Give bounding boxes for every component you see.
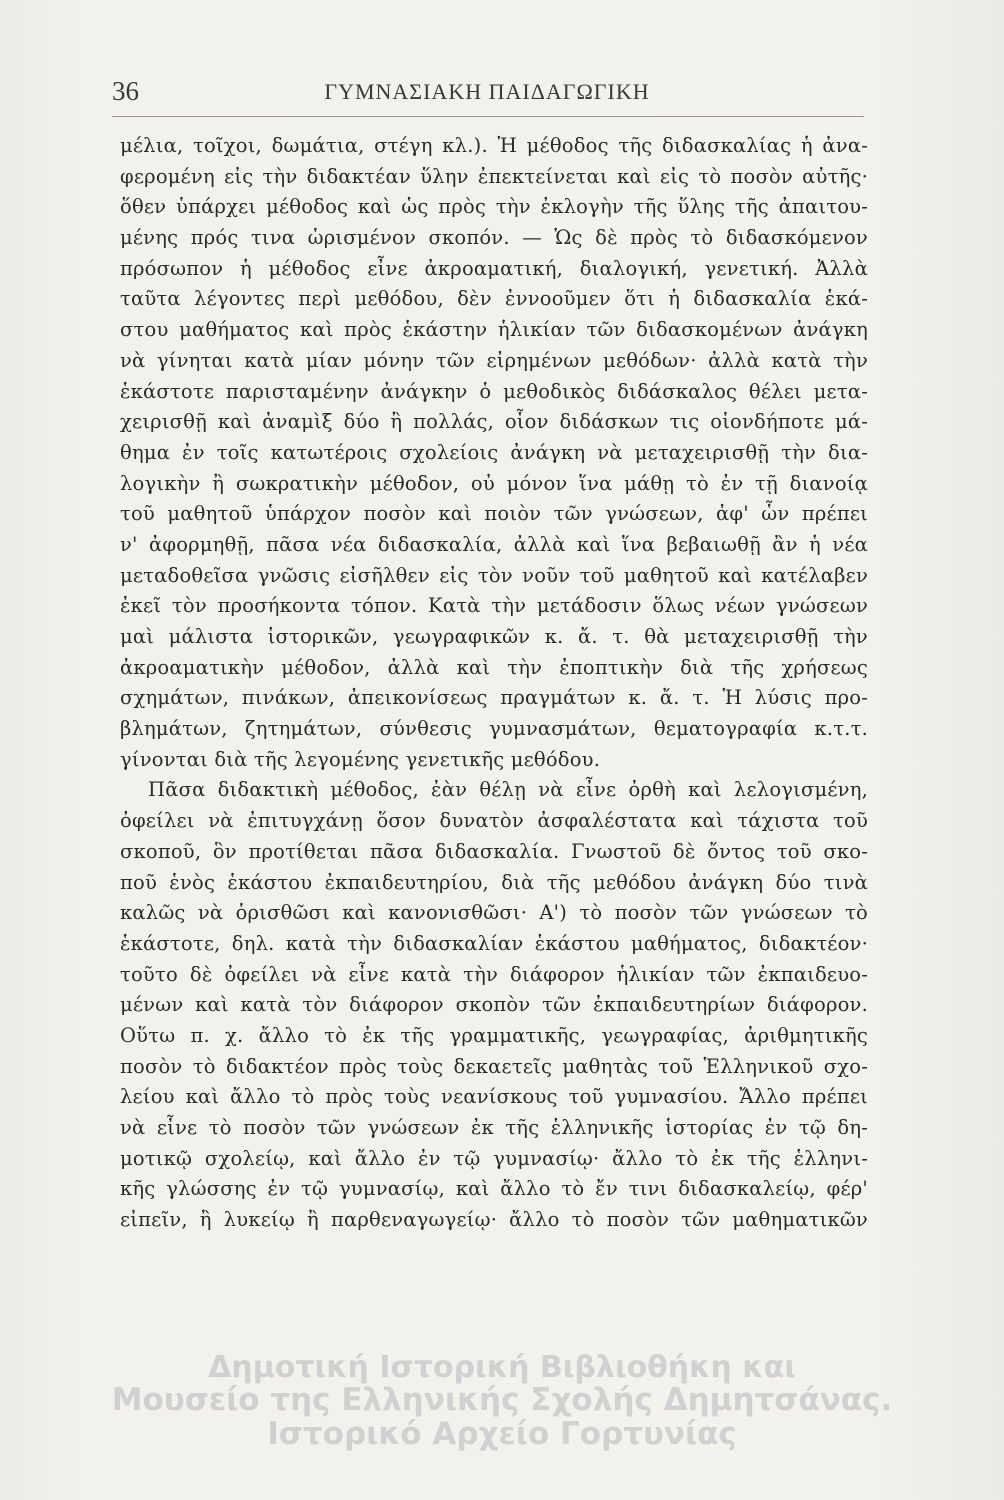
text-line: πρόσωπον ἡ μέθοδος εἶνε ἀκροαματική, διαλογική, γενετική. Ἀλλὰ [120, 256, 868, 280]
text-line: ὅθεν ὑπάρχει μέθοδος καὶ ὡς πρὸς τὴν ἐκλογὴν τῆς ὕλης τῆς ἀπαιτου- [120, 195, 868, 219]
text-line: μέλια, τοῖχοι, δωμάτια, στέγη κλ.). Ἡ μέθοδος τῆς διδασκαλίας ἡ ἀνα- [120, 134, 868, 157]
text-line: χειρισθῇ καὶ ἀναμὶξ δύο ἢ πολλάς, οἷον διδάσκων τις οἱονδήποτε μά- [120, 410, 868, 434]
page-header [112, 76, 862, 116]
text-line: βλημάτων, ζητημάτων, σύνθεσις γυμνασμάτων, θεματογραφία κ.τ.τ. [120, 717, 868, 741]
text-line: θημα ἐν τοῖς κατωτέροις σχολείοις ἀνάγκη νὰ μεταχειρισθῇ τὴν δια- [120, 440, 868, 464]
text-line: ἐκεῖ τὸν προσήκοντα τόπον. Κατὰ τὴν μετάδοσιν ὅλως νέων γνώσεων [120, 594, 868, 618]
text-line: τοῦτο δὲ ὀφείλει νὰ εἶνε κατὰ τὴν διάφορον ἡλικίαν τῶν ἐκπαιδευο- [120, 962, 868, 986]
text-line: εἰπεῖν, ἢ λυκείῳ ἢ παρθεναγωγείῳ· ἄλλο τὸ ποσὸν τῶν μαθηματικῶν [120, 1208, 868, 1232]
watermark-line-1: Δημοτική Ιστορική Βιβλιοθήκη και [208, 1350, 796, 1385]
text-line: καλῶς νὰ ὁρισθῶσι καὶ κανονισθῶσι· Α') τὸ ποσὸν τῶν γνώσεων τὸ [120, 901, 868, 925]
text-line: νὰ γίνηται κατὰ μίαν μόνην τῶν εἰρημένων μεθόδων· ἀλλὰ κατὰ τὴν [120, 348, 868, 372]
text-line: ἀκροαματικὴν μέθοδον, ἀλλὰ καὶ τὴν ἐποπτικὴν διὰ τῆς χρήσεως [120, 655, 868, 679]
running-title: ΓΥΜΝΑΣΙΑΚΗ ΠΑΙΔΑΓΩΓΙΚΗ [324, 79, 650, 104]
page-number: 36 [112, 76, 139, 106]
text-line: νὰ εἶνε τὸ ποσὸν τῶν γνώσεων ἐκ τῆς ἑλληνικῆς ἱστορίας ἐν τῷ δη- [120, 1116, 868, 1139]
text-line: λείου καὶ ἄλλο τὸ πρὸς τοὺς νεανίσκους τοῦ γυμνασίου. Ἄλλο πρέπει [120, 1085, 868, 1109]
body-text [120, 131, 868, 1236]
text-line: φερομένη εἰς τὴν διδακτέαν ὕλην ἐπεκτείνεται καὶ εἰς τὸ ποσὸν αὐτῆς· [120, 164, 868, 188]
text-line: λογικὴν ἢ σωκρατικὴν μέθοδον, οὐ μόνον ἵνα μάθῃ τὸ ἐν τῇ διανοίᾳ [120, 471, 868, 495]
watermark-line-2: Μουσείο της Ελληνικής Σχολής Δημητσάνας. [111, 1382, 893, 1418]
watermark-line-3: Ιστορικό Αρχείο Γορτυνίας [267, 1416, 737, 1452]
text-line: στου μαθήματος καὶ πρὸς ἑκάστην ἡλικίαν τῶν διδασκομένων ἀνάγκη [120, 318, 868, 342]
header-rule [112, 116, 864, 117]
text-line: μαὶ μάλιστα ἱστορικῶν, γεωγραφικῶν κ. ἄ. τ. θὰ μεταχειρισθῇ τὴν [120, 625, 868, 648]
text-line: σχημάτων, πινάκων, ἀπεικονίσεως πραγμάτων κ. ἄ. τ. Ἡ λύσις προ- [120, 686, 868, 710]
text-line: ποῦ ἑνὸς ἑκάστου ἐκπαιδευτηρίου, διὰ τῆς μεθόδου ἀνάγκη δύο τινὰ [120, 870, 868, 894]
paragraph-start-line: Πᾶσα διδακτικὴ μέθοδος, ἐὰν θέλῃ νὰ εἶνε ὀρθὴ καὶ λελογισμένη, [148, 778, 868, 802]
text-line: ἑκάστοτε παρισταμένην ἀνάγκην ὁ μεθοδικὸς διδάσκαλος θέλει μετα- [120, 379, 868, 403]
text-line: ἑκάστοτε, δηλ. κατὰ τὴν διδασκαλίαν ἑκάστου μαθήματος, διδακτέον· [120, 931, 868, 955]
text-line: σκοποῦ, ὃν προτίθεται πᾶσα διδασκαλία. Γνωστοῦ δὲ ὄντος τοῦ σκο- [120, 839, 868, 863]
text-line: ν' ἀφορμηθῇ, πᾶσα νέα διδασκαλία, ἀλλὰ καὶ ἵνα βεβαιωθῇ ἂν ἡ νέα [120, 532, 868, 556]
text-line: μένης πρός τινα ὡρισμένον σκοπόν. — Ὡς δὲ πρὸς τὸ διδασκόμενον [120, 226, 868, 250]
paragraph-end-line: γίνονται διὰ τῆς λεγομένης γενετικῆς μεθόδου. [120, 747, 601, 771]
text-line: μεταδοθεῖσα γνῶσις εἰσῆλθεν εἰς τὸν νοῦν τοῦ μαθητοῦ καὶ κατέλαβεν [120, 563, 868, 587]
text-line: ποσὸν τὸ διδακτέον πρὸς τοὺς δεκαετεῖς μαθητὰς τοῦ Ἑλληνικοῦ σχο- [120, 1054, 868, 1078]
text-line: κῆς γλώσσης ἐν τῷ γυμνασίῳ, καὶ ἄλλο τὸ ἔν τινι διδασκαλείῳ, φέρ' [120, 1177, 868, 1201]
text-line: μένων καὶ κατὰ τὸν διάφορον σκοπὸν τῶν ἐκπαιδευτηρίων διάφορον. [120, 993, 868, 1017]
text-line: μοτικῷ σχολείῳ, καὶ ἄλλο ἐν τῷ γυμνασίῳ· ἄλλο τὸ ἐκ τῆς ἑλληνι- [120, 1146, 868, 1170]
text-line: ταῦτα λέγοντες περὶ μεθόδου, δὲν ἐννοοῦμεν ὅτι ἡ διδασκαλία ἑκά- [120, 287, 868, 311]
text-line: τοῦ μαθητοῦ ὑπάρχον ποσὸν καὶ ποιὸν τῶν γνώσεων, ἀφ' ὧν πρέπει [120, 502, 868, 526]
text-line: ὀφείλει νὰ ἐπιτυγχάνῃ ὅσον δυνατὸν ἀσφαλέστατα καὶ τάχιστα τοῦ [120, 809, 868, 833]
text-line: Οὕτω π. χ. ἄλλο τὸ ἐκ τῆς γραμματικῆς, γεωγραφίας, ἀριθμητικῆς [120, 1023, 868, 1047]
